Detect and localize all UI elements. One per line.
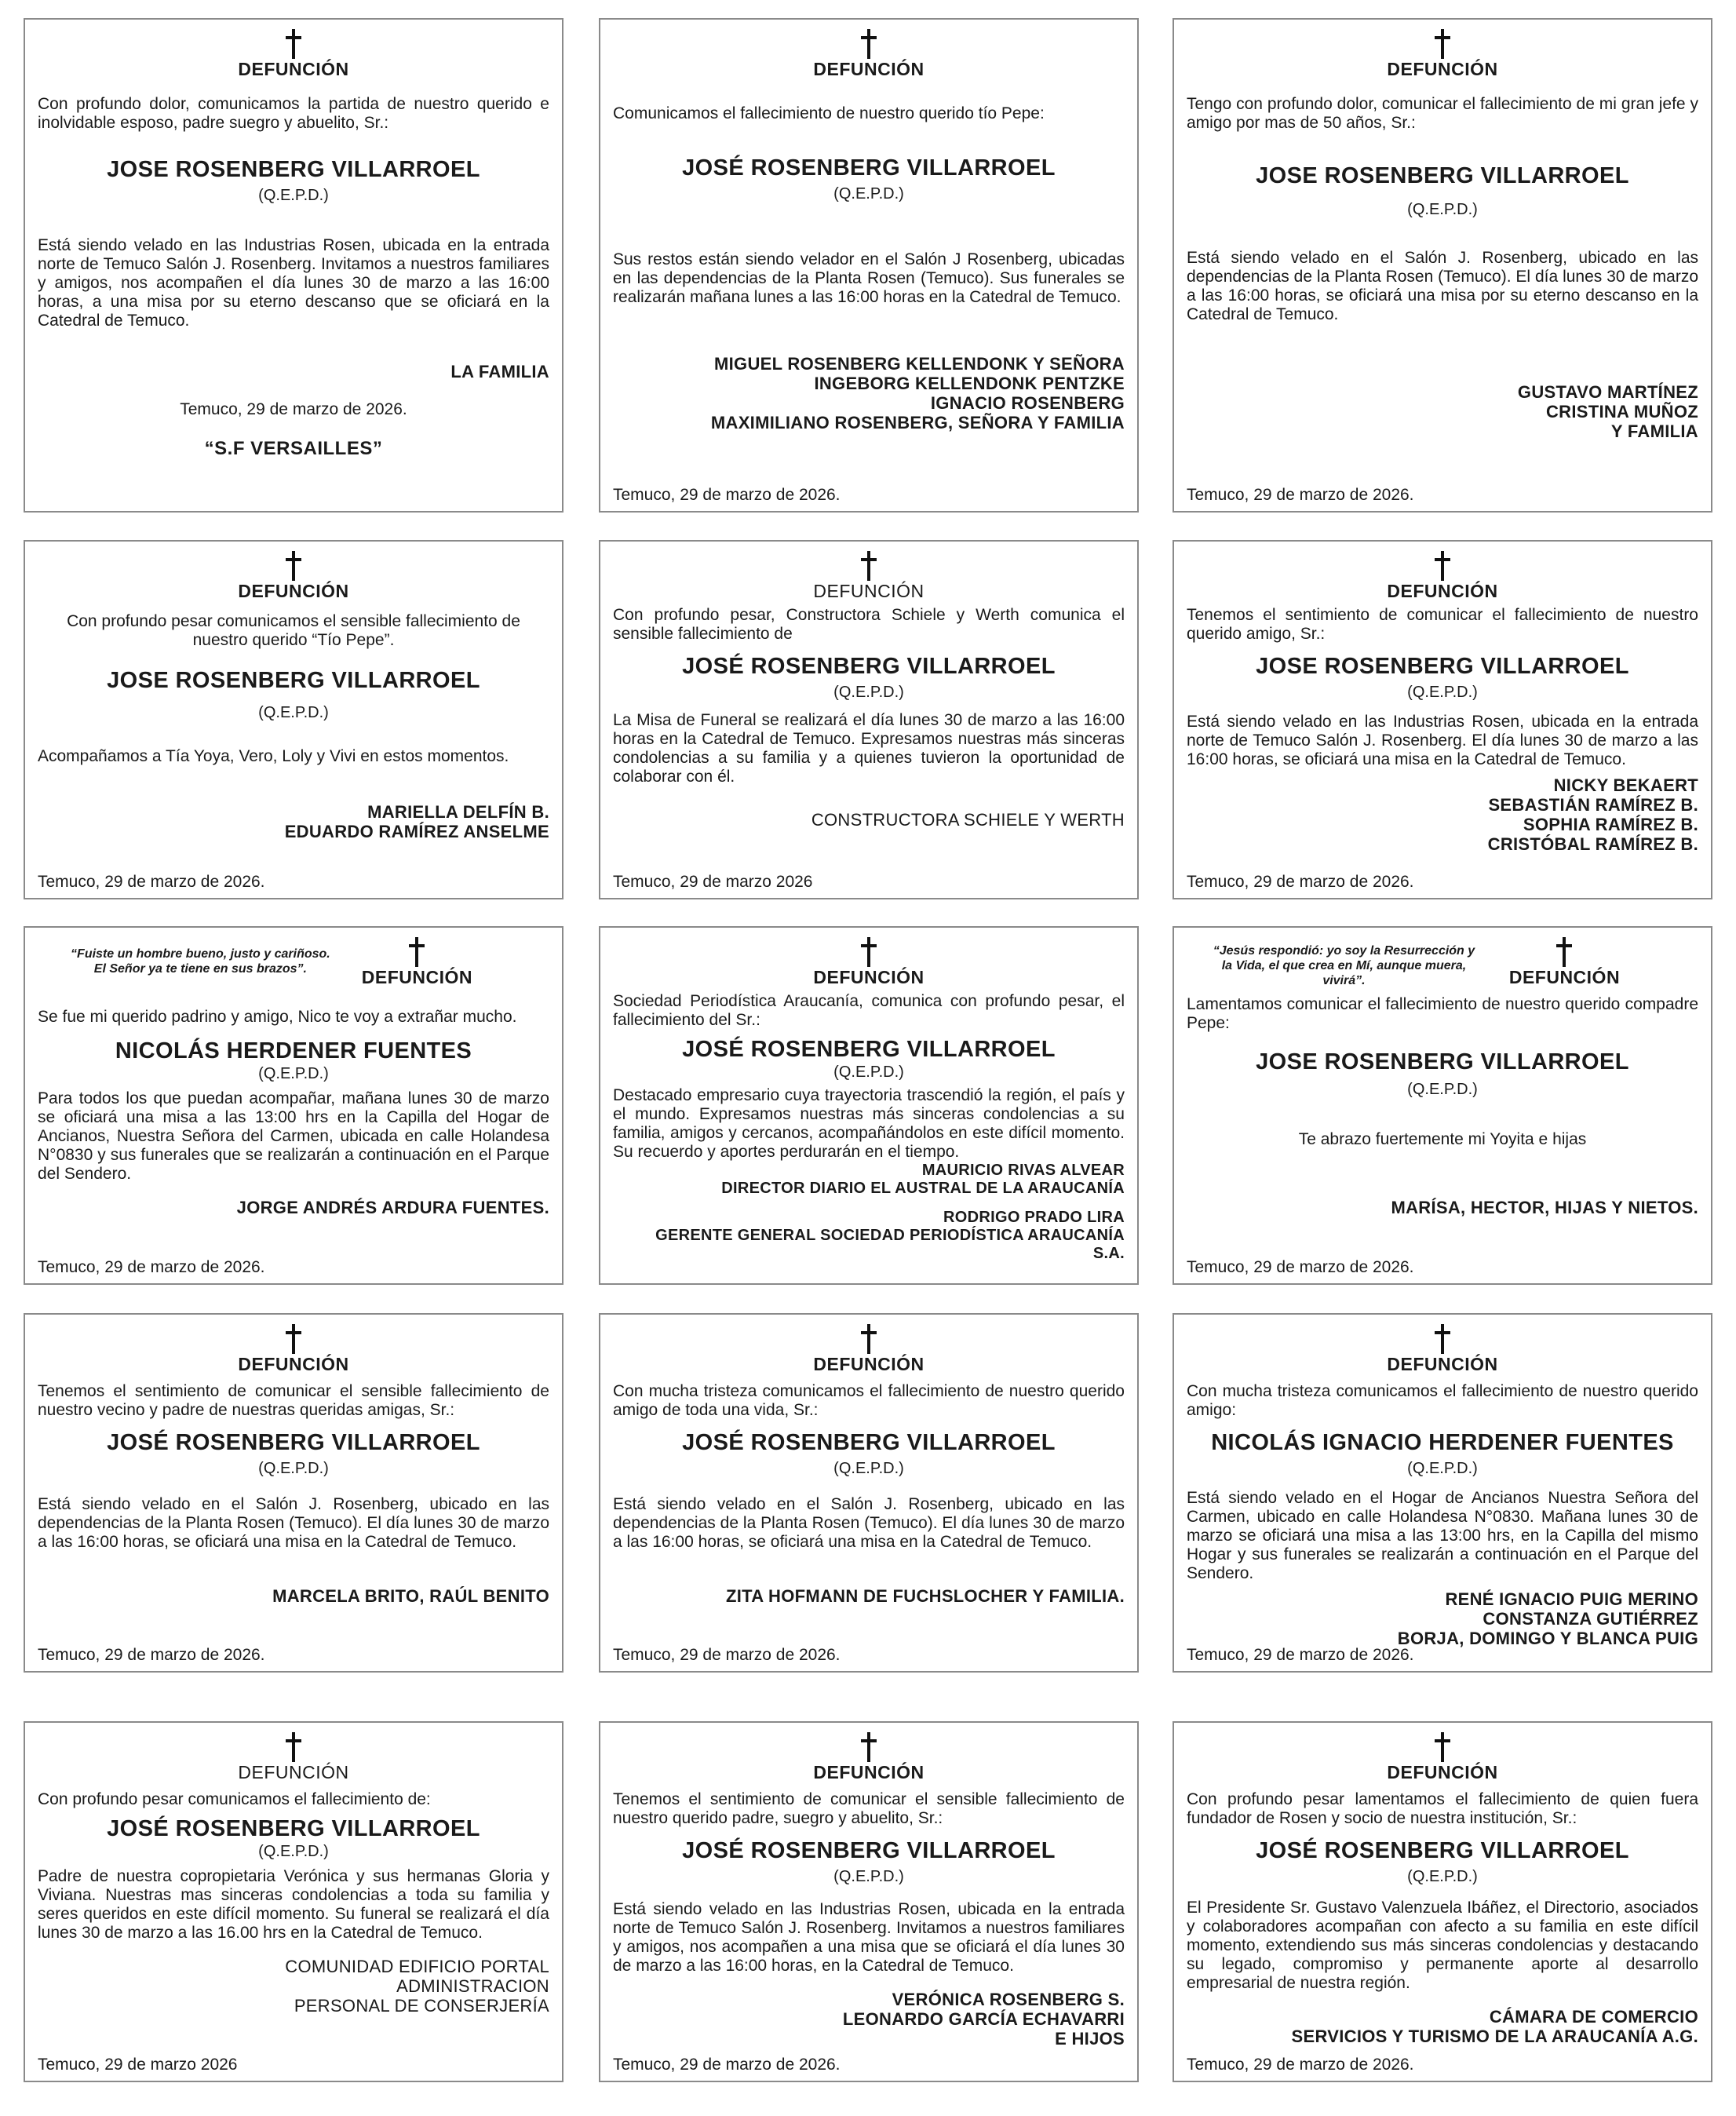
signature-line: SOPHIA RAMÍREZ B. — [1523, 815, 1698, 834]
notice-title: DEFUNCIÓN — [1508, 967, 1621, 987]
qepd-label: (Q.E.P.D.) — [833, 684, 904, 701]
notice-date: Temuco, 29 de marzo de 2026. — [613, 2056, 841, 2074]
obituary-notice — [1173, 1313, 1712, 1673]
notice-header — [1187, 1322, 1698, 1379]
qepd-label: (Q.E.P.D.) — [1407, 201, 1478, 218]
notice-signature — [1187, 382, 1698, 441]
obituary-notice — [1173, 540, 1712, 899]
funeral-home: “S.F VERSAILLES” — [204, 438, 383, 459]
signature-line: Y FAMILIA — [1610, 421, 1698, 441]
cross-icon — [860, 27, 877, 59]
signature-line: MIGUEL ROSENBERG KELLENDONK Y SEÑORA — [714, 354, 1125, 374]
deceased-name: JOSÉ ROSENBERG VILLARROEL — [682, 1430, 1056, 1455]
notice-intro: Sociedad Periodística Araucanía, comunica con profundo pesar, el fallecimiento del Sr.: — [613, 992, 1125, 1029]
deceased-name: JOSE ROSENBERG VILLARROEL — [107, 668, 480, 693]
cross-icon — [285, 27, 302, 59]
notice-intro: Con profundo pesar, Constructora Schiele y Werth comunica el sensible fallecimiento de — [613, 606, 1125, 643]
notice-body: Destacado empresario cuya trayectoria trascendió la región, el país y el mundo. Expresamos nuestras más sinceras condolencias a su familia, amigos y cercanos, acompañándolos en este difícil momento. Su recuerdo y aportes perdurarán en el tiempo. — [613, 1086, 1125, 1161]
notice-header — [1187, 27, 1698, 84]
signature-line: EDUARDO RAMÍREZ ANSELME — [284, 822, 549, 841]
notice-body: Está siendo velado en las Industrias Rosen, ubicada en la entrada norte de Temuco Salón J. Rosenberg. Invitamos a nuestros familiares y amigos, nos acompañen a una misa que se oficiará el día lunes 30 de marzo a las 16:00 horas, en la Catedral de Temuco. — [613, 1900, 1125, 1975]
notice-header — [613, 1322, 1125, 1379]
signature-line: CÁMARA DE COMERCIO — [1489, 2007, 1698, 2027]
notice-date: Temuco, 29 de marzo de 2026. — [1187, 873, 1414, 891]
cross-icon — [1434, 1322, 1451, 1354]
signature-line: NICKY BEKAERT — [1553, 775, 1698, 795]
notice-title: DEFUNCIÓN — [238, 581, 349, 601]
notice-body: La Misa de Funeral se realizará el día lunes 30 de marzo a las 16:00 horas en la Catedral de Temuco. Expresamos nuestras más sinceras condolencias a su familia y a quienes tuvieron la oportunidad de colaborar con él. — [613, 711, 1125, 786]
notice-signature — [38, 1586, 549, 1606]
notice-signature — [1187, 1589, 1698, 1648]
notice-intro: Tengo con profundo dolor, comunicar el fallecimiento de mi gran jefe y amigo por mas de 50 años, Sr.: — [1187, 95, 1698, 132]
scripture-quote: “Fuiste un hombre bueno, justo y cariñoso. El Señor ya te tiene en sus brazos”. — [71, 947, 330, 976]
notice-signature — [613, 1586, 1125, 1606]
notice-date: Temuco, 29 de marzo de 2026. — [1187, 486, 1414, 504]
notice-header — [38, 1322, 549, 1379]
notice-intro: Con profundo pesar lamentamos el fallecimiento de quien fuera fundador de Rosen y socio de nuestra institución, Sr.: — [1187, 1790, 1698, 1827]
obituary-notice — [599, 540, 1139, 899]
notice-signature — [38, 802, 549, 841]
notice-date: Temuco, 29 de marzo de 2026. — [1187, 1258, 1414, 1276]
signature-line: CONSTRUCTORA SCHIELE Y WERTH — [811, 810, 1125, 830]
cross-icon — [285, 1322, 302, 1354]
notice-header — [1187, 1731, 1698, 1787]
notice-intro: Se fue mi querido padrino y amigo, Nico te voy a extrañar mucho. — [38, 1008, 517, 1026]
qepd-label: (Q.E.P.D.) — [833, 1460, 904, 1477]
cross-icon — [1434, 27, 1451, 59]
cross-icon — [860, 549, 877, 581]
obituary-notice — [599, 1313, 1139, 1673]
signature-line: DIRECTOR DIARIO EL AUSTRAL DE LA ARAUCANÍA — [721, 1180, 1125, 1197]
signature-line: RODRIGO PRADO LIRA — [943, 1209, 1125, 1226]
notice-title: DEFUNCIÓN — [813, 1354, 925, 1374]
scripture-quote: “Jesús respondió: yo soy la Resurrección y la Vida, el que crea en Mí, aunque muera, vivirá”. — [1213, 944, 1475, 987]
obituary-notice — [24, 18, 563, 513]
notice-title: DEFUNCIÓN — [1387, 59, 1498, 79]
qepd-label: (Q.E.P.D.) — [833, 1063, 904, 1081]
notice-intro: Con profundo dolor, comunicamos la partida de nuestro querido e inolvidable esposo, padre suegro y abuelito, Sr.: — [38, 95, 549, 132]
qepd-label: (Q.E.P.D.) — [258, 704, 329, 721]
cross-icon — [860, 1322, 877, 1354]
signature-line: PERSONAL DE CONSERJERÍA — [294, 1996, 549, 2016]
notice-header — [38, 549, 549, 606]
notice-title: DEFUNCIÓN — [813, 581, 925, 601]
notice-body: Sus restos están siendo velador en el Salón J Rosenberg, ubicadas en las dependencias de la Planta Rosen (Temuco). Sus funerales se realizarán mañana lunes a las 16:00 horas en la Catedral de Temuco. — [613, 250, 1125, 306]
cross-icon — [408, 936, 425, 967]
notice-signature — [613, 354, 1125, 432]
notice-date: Temuco, 29 de marzo de 2026. — [613, 1646, 841, 1664]
notice-title: DEFUNCIÓN — [238, 1354, 349, 1374]
obituary-notice — [599, 18, 1139, 513]
deceased-name: JOSE ROSENBERG VILLARROEL — [1256, 1049, 1629, 1074]
notice-intro: Con profundo pesar comunicamos el sensible fallecimiento de nuestro querido “Tío Pepe”. — [67, 612, 520, 649]
notice-title: DEFUNCIÓN — [813, 1762, 925, 1782]
deceased-name: JOSÉ ROSENBERG VILLARROEL — [682, 654, 1056, 679]
notice-body: Está siendo velado en el Salón J. Rosenberg, ubicado en las dependencias de la Planta Rosen (Temuco). El día lunes 30 de marzo a las 16:00 horas, se oficiará una misa en la Catedral de Temuco. — [613, 1495, 1125, 1551]
qepd-label: (Q.E.P.D.) — [258, 1065, 329, 1082]
signature-line: RENÉ IGNACIO PUIG MERINO — [1445, 1589, 1698, 1609]
qepd-label: (Q.E.P.D.) — [833, 1868, 904, 1885]
obituary-notice — [24, 926, 563, 1285]
notice-intro: Comunicamos el fallecimiento de nuestro querido tío Pepe: — [613, 104, 1045, 122]
obituary-notice — [24, 1721, 563, 2082]
notice-title: DEFUNCIÓN — [238, 1762, 349, 1782]
notice-title: DEFUNCIÓN — [1387, 1354, 1498, 1374]
notice-date: Temuco, 29 de marzo de 2026. — [38, 1258, 265, 1276]
notice-header — [38, 936, 549, 992]
notice-body: Está siendo velado en el Salón J. Rosenberg, ubicado en las dependencias de la Planta Rosen (Temuco). El día lunes 30 de marzo a las 16:00 horas, se oficiará una misa en la Catedral de Temuco. — [38, 1495, 549, 1551]
notice-signature — [38, 362, 549, 381]
signature-line: IGNACIO ROSENBERG — [930, 393, 1125, 413]
notice-title: DEFUNCIÓN — [238, 59, 349, 79]
signature-line: INGEBORG KELLENDONK PENTZKE — [814, 374, 1125, 393]
signature-line: E HIJOS — [1055, 2029, 1125, 2049]
deceased-name: NICOLÁS HERDENER FUENTES — [115, 1038, 472, 1063]
cross-icon — [1555, 936, 1573, 967]
cross-icon — [285, 549, 302, 581]
signature-line: CONSTANZA GUTIÉRREZ — [1483, 1609, 1698, 1629]
deceased-name: JOSÉ ROSENBERG VILLARROEL — [107, 1430, 480, 1455]
signature-line: CRISTÓBAL RAMÍREZ B. — [1487, 834, 1698, 854]
notice-signature — [613, 810, 1125, 830]
signature-line: SERVICIOS Y TURISMO DE LA ARAUCANÍA A.G. — [1291, 2027, 1698, 2046]
notice-body: Está siendo velado en el Hogar de Ancianos Nuestra Señora del Carmen, ubicado en calle Holandesa N°0830. Mañana lunes 30 de marzo se oficiará una misa a las 13:00 hrs, en la Capilla del mismo Hogar y sus funerales se realizarán a continuación en el Parque del Sendero. — [1187, 1489, 1698, 1582]
notice-date: Temuco, 29 de marzo 2026 — [38, 2056, 238, 2074]
signature-line: ADMINISTRACION — [396, 1976, 549, 1996]
qepd-label: (Q.E.P.D.) — [1407, 1868, 1478, 1885]
deceased-name: JOSE ROSENBERG VILLARROEL — [107, 157, 480, 182]
signature-line: COMUNIDAD EDIFICIO PORTAL — [285, 1957, 549, 1976]
deceased-name: JOSÉ ROSENBERG VILLARROEL — [682, 1037, 1056, 1062]
notice-signature — [1187, 1198, 1698, 1217]
signature-line: LEONARDO GARCÍA ECHAVARRI — [842, 2009, 1125, 2029]
signature-line: GERENTE GENERAL SOCIEDAD PERIODÍSTICA ARAUCANÍA — [655, 1227, 1125, 1244]
notice-intro: Con mucha tristeza comunicamos el fallecimiento de nuestro querido amigo: — [1187, 1382, 1698, 1419]
notice-intro: Tenemos el sentimiento de comunicar el sensible fallecimiento de nuestro querido padre, suegro y abuelito, Sr.: — [613, 1790, 1125, 1827]
deceased-name: JOSÉ ROSENBERG VILLARROEL — [682, 1838, 1056, 1863]
deceased-name: JOSE ROSENBERG VILLARROEL — [1256, 654, 1629, 679]
notice-title: DEFUNCIÓN — [813, 59, 925, 79]
notice-date: Temuco, 29 de marzo 2026 — [613, 873, 813, 891]
qepd-label: (Q.E.P.D.) — [258, 187, 329, 204]
notice-intro: Tenemos el sentimiento de comunicar el sensible fallecimiento de nuestro vecino y padre de nuestras queridas amigas, Sr.: — [38, 1382, 549, 1419]
notice-body: Padre de nuestra copropietaria Verónica y sus hermanas Gloria y Viviana. Nuestras mas sinceras condolencias a toda su familia y seres queridos en este difícil momento. Su funeral se realizará el día lunes 30 de marzo a las 16.00 hrs en la Catedral de Temuco. — [38, 1867, 549, 1942]
notice-header — [613, 1731, 1125, 1787]
qepd-label: (Q.E.P.D.) — [258, 1843, 329, 1860]
notice-header — [613, 936, 1125, 992]
qepd-label: (Q.E.P.D.) — [833, 185, 904, 202]
signature-line: MARCELA BRITO, RAÚL BENITO — [272, 1586, 549, 1606]
notice-signature — [613, 1162, 1125, 1198]
cross-icon — [1434, 1731, 1451, 1762]
notice-date: Temuco, 29 de marzo de 2026. — [1187, 1646, 1414, 1664]
deceased-name: JOSÉ ROSENBERG VILLARROEL — [682, 155, 1056, 181]
notice-body: Está siendo velado en el Salón J. Rosenberg, ubicado en las dependencias de la Planta Rosen (Temuco). El día lunes 30 de marzo a las 16:00 horas, se oficiará una misa por su eterno descanso en la Catedral de Temuco. — [1187, 249, 1698, 323]
signature-line: VERÓNICA ROSENBERG S. — [892, 1990, 1125, 2009]
notice-signature — [38, 1198, 549, 1217]
notice-signature — [1187, 775, 1698, 854]
obituary-notice — [24, 540, 563, 899]
notice-date: Temuco, 29 de marzo de 2026. — [613, 486, 841, 504]
signature-line: BORJA, DOMINGO Y BLANCA PUIG — [1397, 1629, 1698, 1648]
notice-intro: Lamentamos comunicar el fallecimiento de nuestro querido compadre Pepe: — [1187, 995, 1698, 1032]
signature-line: S.A. — [1092, 1245, 1125, 1262]
cross-icon — [285, 1731, 302, 1762]
notice-date: Temuco, 29 de marzo de 2026. — [38, 873, 265, 891]
notice-header — [1187, 549, 1698, 606]
notice-date: Temuco, 29 de marzo de 2026. — [38, 1646, 265, 1664]
signature-line: MAURICIO RIVAS ALVEAR — [921, 1162, 1125, 1179]
notice-title: DEFUNCIÓN — [1387, 1762, 1498, 1782]
notice-body: Está siendo velado en las Industrias Rosen, ubicada en la entrada norte de Temuco Salón J. Rosenberg. El día lunes 30 de marzo a las 16:00 horas, se oficiará una misa en la Catedral de Temuco. — [1187, 713, 1698, 768]
signature-line: MAXIMILIANO ROSENBERG, SEÑORA Y FAMILIA — [710, 413, 1125, 432]
notice-title: DEFUNCIÓN — [361, 967, 473, 987]
notice-body: Te abrazo fuertemente mi Yoyita e hijas — [1298, 1130, 1587, 1148]
notice-title: DEFUNCIÓN — [1387, 581, 1498, 601]
signature-line: ZITA HOFMANN DE FUCHSLOCHER Y FAMILIA. — [725, 1586, 1125, 1606]
signature-line: SEBASTIÁN RAMÍREZ B. — [1488, 795, 1698, 815]
notice-body: El Presidente Sr. Gustavo Valenzuela Ibáñez, el Directorio, asociados y colaboradores acompañan con afecto a su familia en este difícil momento, extendiendo sus más sinceras condolencias y destacando su legado, compromiso y permanente aporte al desarrollo empresarial de nuestra región. — [1187, 1899, 1698, 1992]
signature-line: GUSTAVO MARTÍNEZ — [1517, 382, 1698, 402]
qepd-label: (Q.E.P.D.) — [258, 1460, 329, 1477]
obituary-notice — [599, 1721, 1139, 2082]
obituary-notice — [599, 926, 1139, 1285]
notice-header — [613, 549, 1125, 606]
obituary-notice — [1173, 1721, 1712, 2082]
notice-signature — [1187, 2007, 1698, 2046]
cross-icon — [860, 936, 877, 967]
notice-body: Para todos los que puedan acompañar, mañana lunes 30 de marzo se oficiará una misa a las 13:00 hrs en la Capilla del Hogar de Ancianos, Nuestra Señora del Carmen, ubicada en calle Holandesa N°0830 y sus funerales que se realizarán a continuación en el Parque del Sendero. — [38, 1089, 549, 1183]
notice-intro: Tenemos el sentimiento de comunicar el fallecimiento de nuestro querido amigo, Sr.: — [1187, 606, 1698, 643]
deceased-name: JOSÉ ROSENBERG VILLARROEL — [107, 1816, 480, 1841]
deceased-name: JOSE ROSENBERG VILLARROEL — [1256, 163, 1629, 188]
notice-intro: Con mucha tristeza comunicamos el fallecimiento de nuestro querido amigo de toda una vida, Sr.: — [613, 1382, 1125, 1419]
notice-signature — [38, 1957, 549, 2016]
notice-signature — [613, 1209, 1125, 1263]
qepd-label: (Q.E.P.D.) — [1407, 1081, 1478, 1098]
deceased-name: JOSÉ ROSENBERG VILLARROEL — [1256, 1838, 1629, 1863]
notice-date: Temuco, 29 de marzo de 2026. — [180, 400, 407, 418]
notice-intro: Con profundo pesar comunicamos el fallecimiento de: — [38, 1790, 431, 1808]
notice-body: Está siendo velado en las Industrias Rosen, ubicada en la entrada norte de Temuco Salón J. Rosenberg. Invitamos a nuestros familiares y amigos, nos acompañen el día lunes 30 de marzo a las 16:00 horas, a una misa por su eterno descanso que se oficiará en la Catedral de Temuco. — [38, 236, 549, 330]
notice-header — [1187, 936, 1698, 992]
notice-header — [613, 27, 1125, 84]
qepd-label: (Q.E.P.D.) — [1407, 1460, 1478, 1477]
signature-line: JORGE ANDRÉS ARDURA FUENTES. — [236, 1198, 549, 1217]
notice-header — [38, 27, 549, 84]
notice-body: Acompañamos a Tía Yoya, Vero, Loly y Vivi en estos momentos. — [38, 747, 509, 765]
signature-line: MARIELLA DELFÍN B. — [367, 802, 549, 822]
deceased-name: NICOLÁS IGNACIO HERDENER FUENTES — [1211, 1430, 1674, 1455]
obituary-notice — [1173, 18, 1712, 513]
signature-line: CRISTINA MUÑOZ — [1545, 402, 1698, 421]
cross-icon — [1434, 549, 1451, 581]
cross-icon — [860, 1731, 877, 1762]
obituary-notice — [1173, 926, 1712, 1285]
notice-title: DEFUNCIÓN — [813, 967, 925, 987]
obituary-notice — [24, 1313, 563, 1673]
signature-line: MARÍSA, HECTOR, HIJAS Y NIETOS. — [1391, 1198, 1698, 1217]
notice-signature — [613, 1990, 1125, 2049]
signature-line: LA FAMILIA — [450, 362, 549, 381]
notice-header — [38, 1731, 549, 1787]
notice-date: Temuco, 29 de marzo de 2026. — [1187, 2056, 1414, 2074]
qepd-label: (Q.E.P.D.) — [1407, 684, 1478, 701]
